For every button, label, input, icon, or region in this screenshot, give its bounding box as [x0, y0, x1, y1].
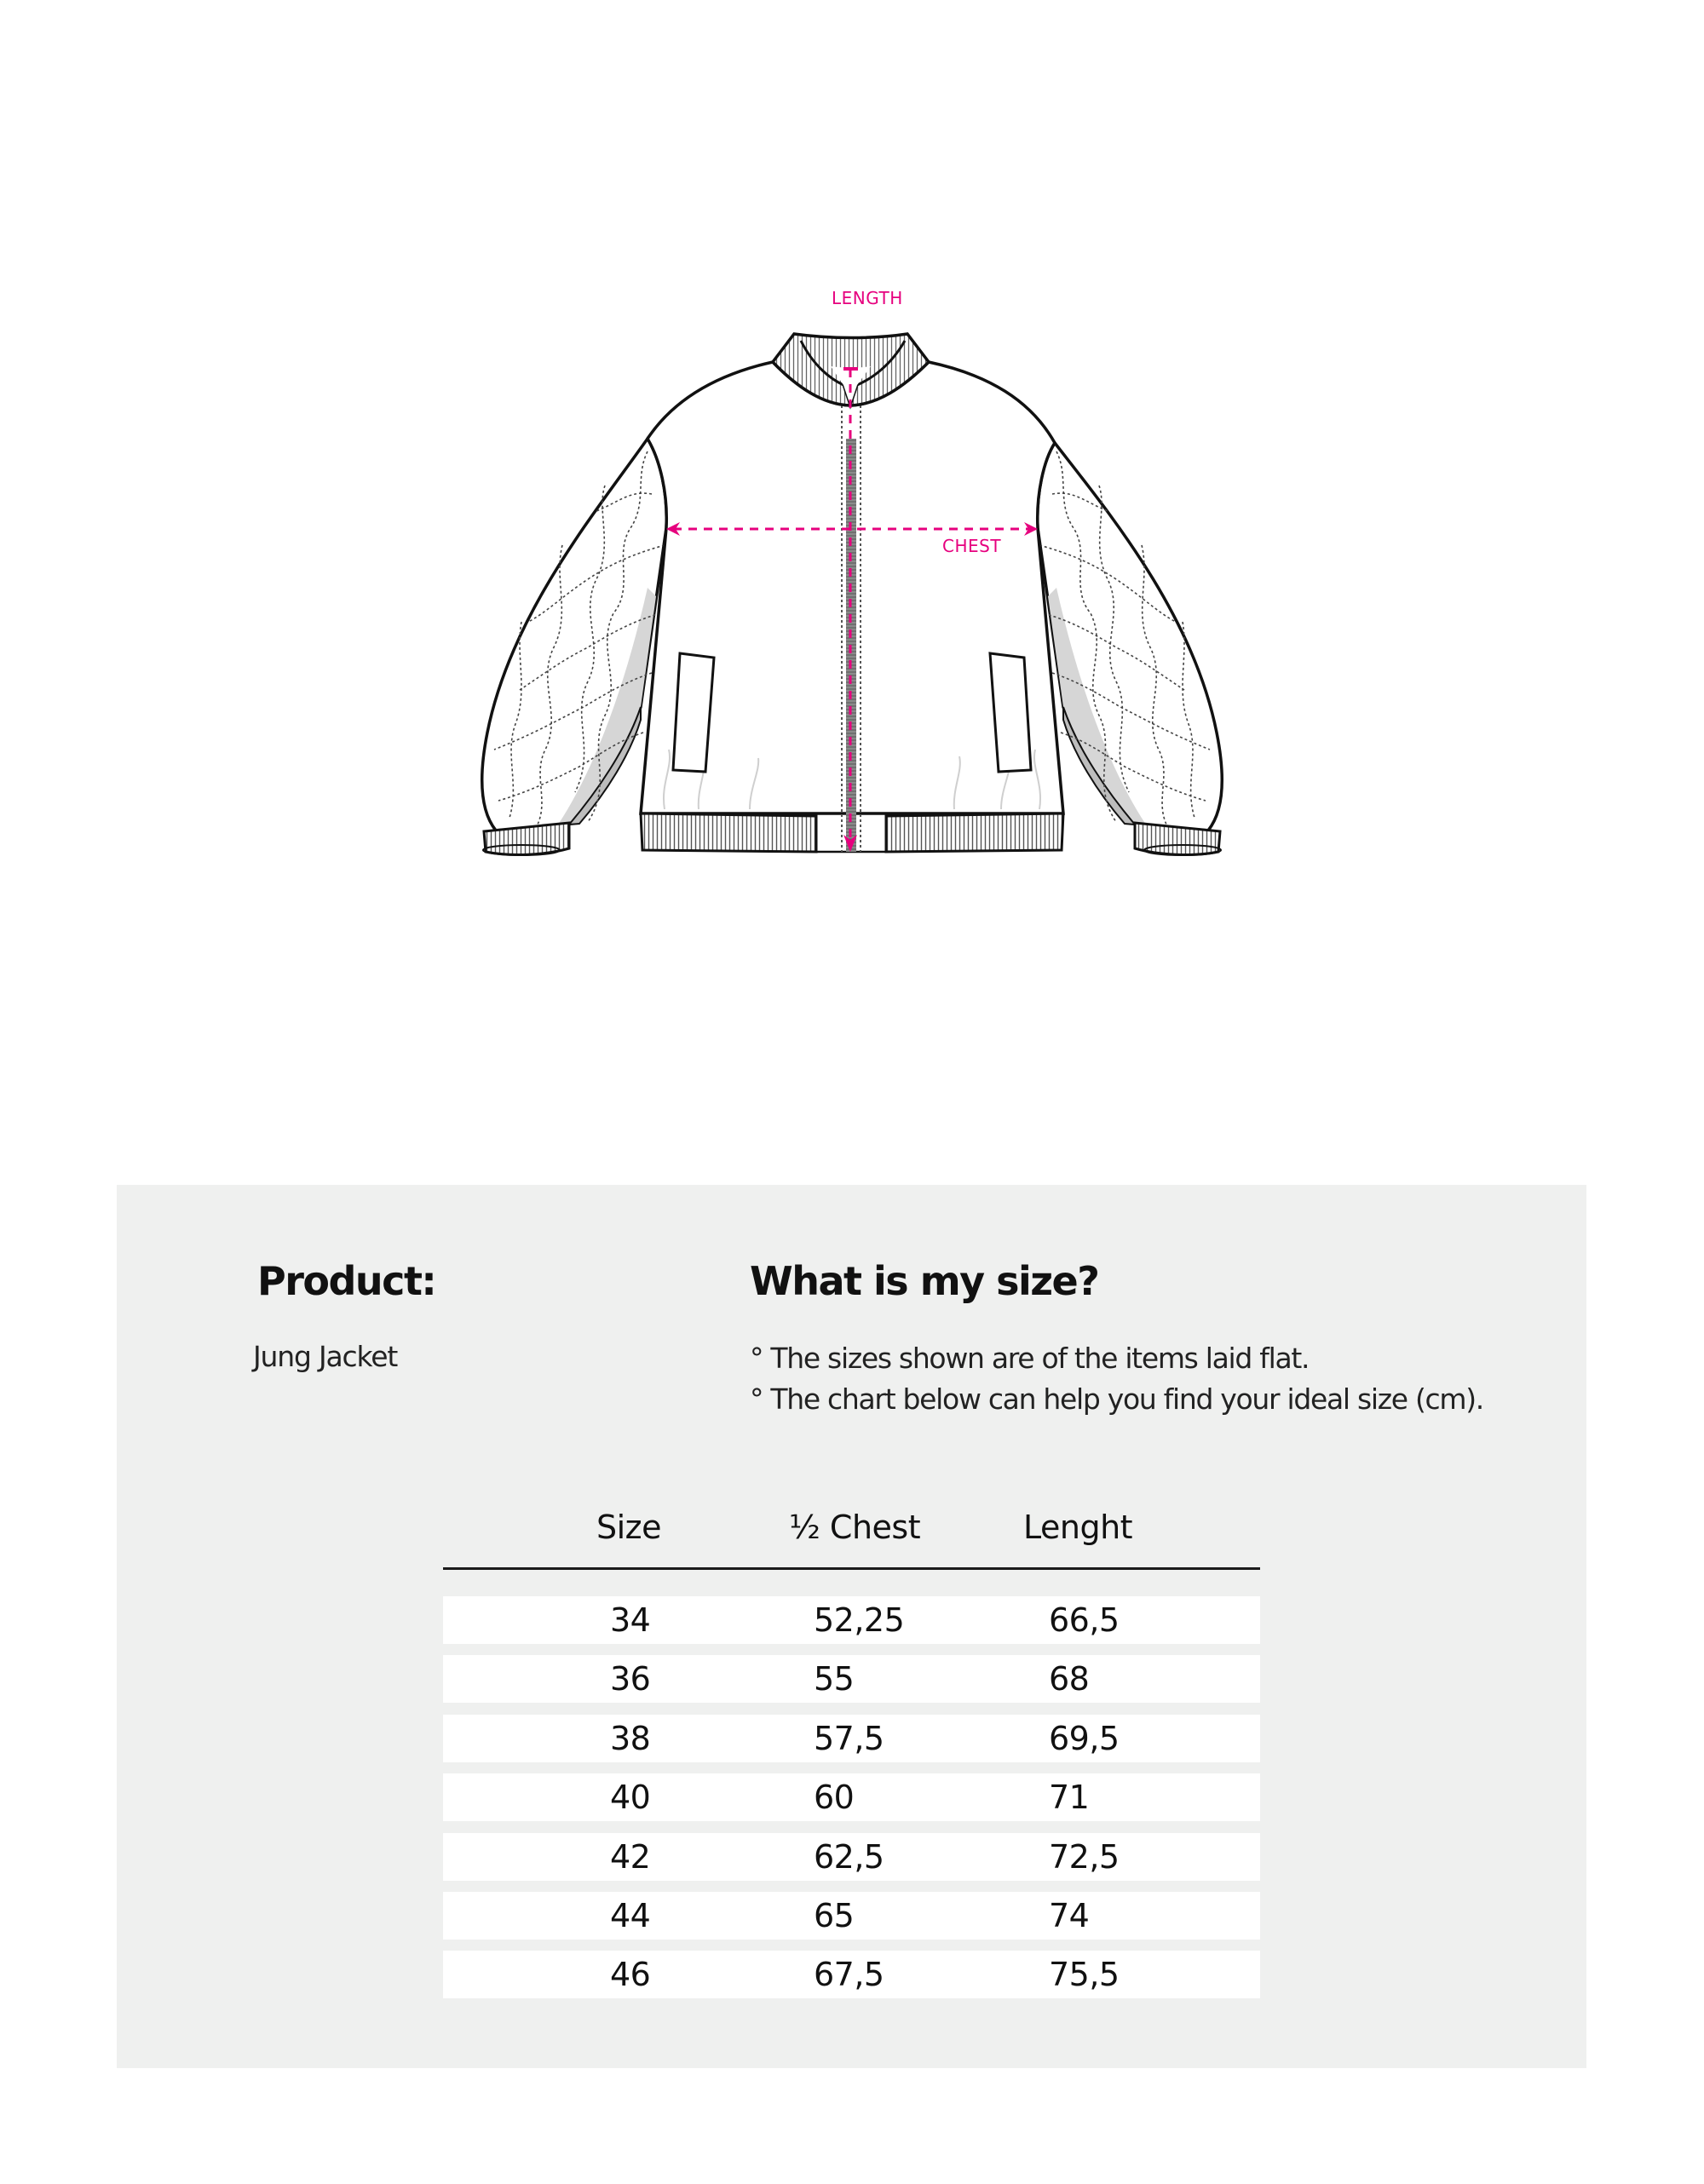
- size-guide-panel: [117, 1185, 1586, 2068]
- chest-label: CHEST: [942, 536, 1002, 556]
- left-sleeve: [482, 439, 667, 855]
- table-row: [443, 1773, 1260, 1821]
- cell-length: 72,5: [1049, 1837, 1120, 1876]
- cell-half-chest: 67,5: [814, 1956, 884, 1994]
- cell-length: 68: [1049, 1660, 1090, 1698]
- product-name: Jung Jacket: [253, 1340, 398, 1373]
- column-header-half-chest: ½ Chest: [789, 1509, 921, 1546]
- cell-half-chest: 52,25: [814, 1601, 905, 1639]
- size-heading: What is my size?: [750, 1258, 1099, 1304]
- column-header-length: Lenght: [1023, 1509, 1133, 1546]
- header-divider: [443, 1567, 1260, 1570]
- cell-length: 74: [1049, 1896, 1090, 1934]
- left-pocket: [673, 653, 714, 772]
- cell-length: 71: [1049, 1779, 1090, 1817]
- table-row: [443, 1596, 1260, 1644]
- size-notes: [750, 1338, 1483, 1420]
- cell-size: 42: [610, 1837, 651, 1876]
- jacket-body: [641, 362, 1063, 852]
- table-body: [443, 1596, 1260, 2010]
- cell-size: 38: [610, 1719, 651, 1757]
- note-laid-flat: ° The sizes shown are of the items laid flat.: [750, 1342, 1310, 1375]
- table-row: [443, 1715, 1260, 1762]
- left-hem-rib: [641, 813, 816, 852]
- right-sleeve: [1038, 443, 1223, 855]
- product-heading: Product:: [257, 1258, 436, 1304]
- right-pocket: [990, 653, 1031, 772]
- length-label: LENGTH: [832, 288, 903, 308]
- note-ideal-size: ° The chart below can help you find your ideal size (cm).: [750, 1382, 1483, 1416]
- column-header-size: Size: [596, 1509, 662, 1546]
- cell-size: 36: [610, 1660, 651, 1698]
- cell-size: 34: [610, 1601, 651, 1639]
- table-row: [443, 1655, 1260, 1703]
- cell-half-chest: 57,5: [814, 1719, 884, 1757]
- table-row: [443, 1951, 1260, 1998]
- cell-half-chest: 55: [814, 1660, 855, 1698]
- cell-size: 40: [610, 1779, 651, 1817]
- cell-half-chest: 65: [814, 1896, 855, 1934]
- table-header: [443, 1509, 1260, 1568]
- right-hem-rib: [886, 813, 1063, 852]
- jacket-illustration: [0, 0, 1704, 937]
- table-row: [443, 1892, 1260, 1940]
- table-row: [443, 1833, 1260, 1881]
- cell-length: 75,5: [1049, 1956, 1120, 1994]
- cell-length: 69,5: [1049, 1719, 1120, 1757]
- size-table: [443, 1509, 1260, 1994]
- cell-size: 44: [610, 1896, 651, 1934]
- jacket-drawing: [0, 0, 1704, 937]
- cell-half-chest: 60: [814, 1779, 855, 1817]
- cell-length: 66,5: [1049, 1601, 1120, 1639]
- cell-size: 46: [610, 1956, 651, 1994]
- cell-half-chest: 62,5: [814, 1837, 884, 1876]
